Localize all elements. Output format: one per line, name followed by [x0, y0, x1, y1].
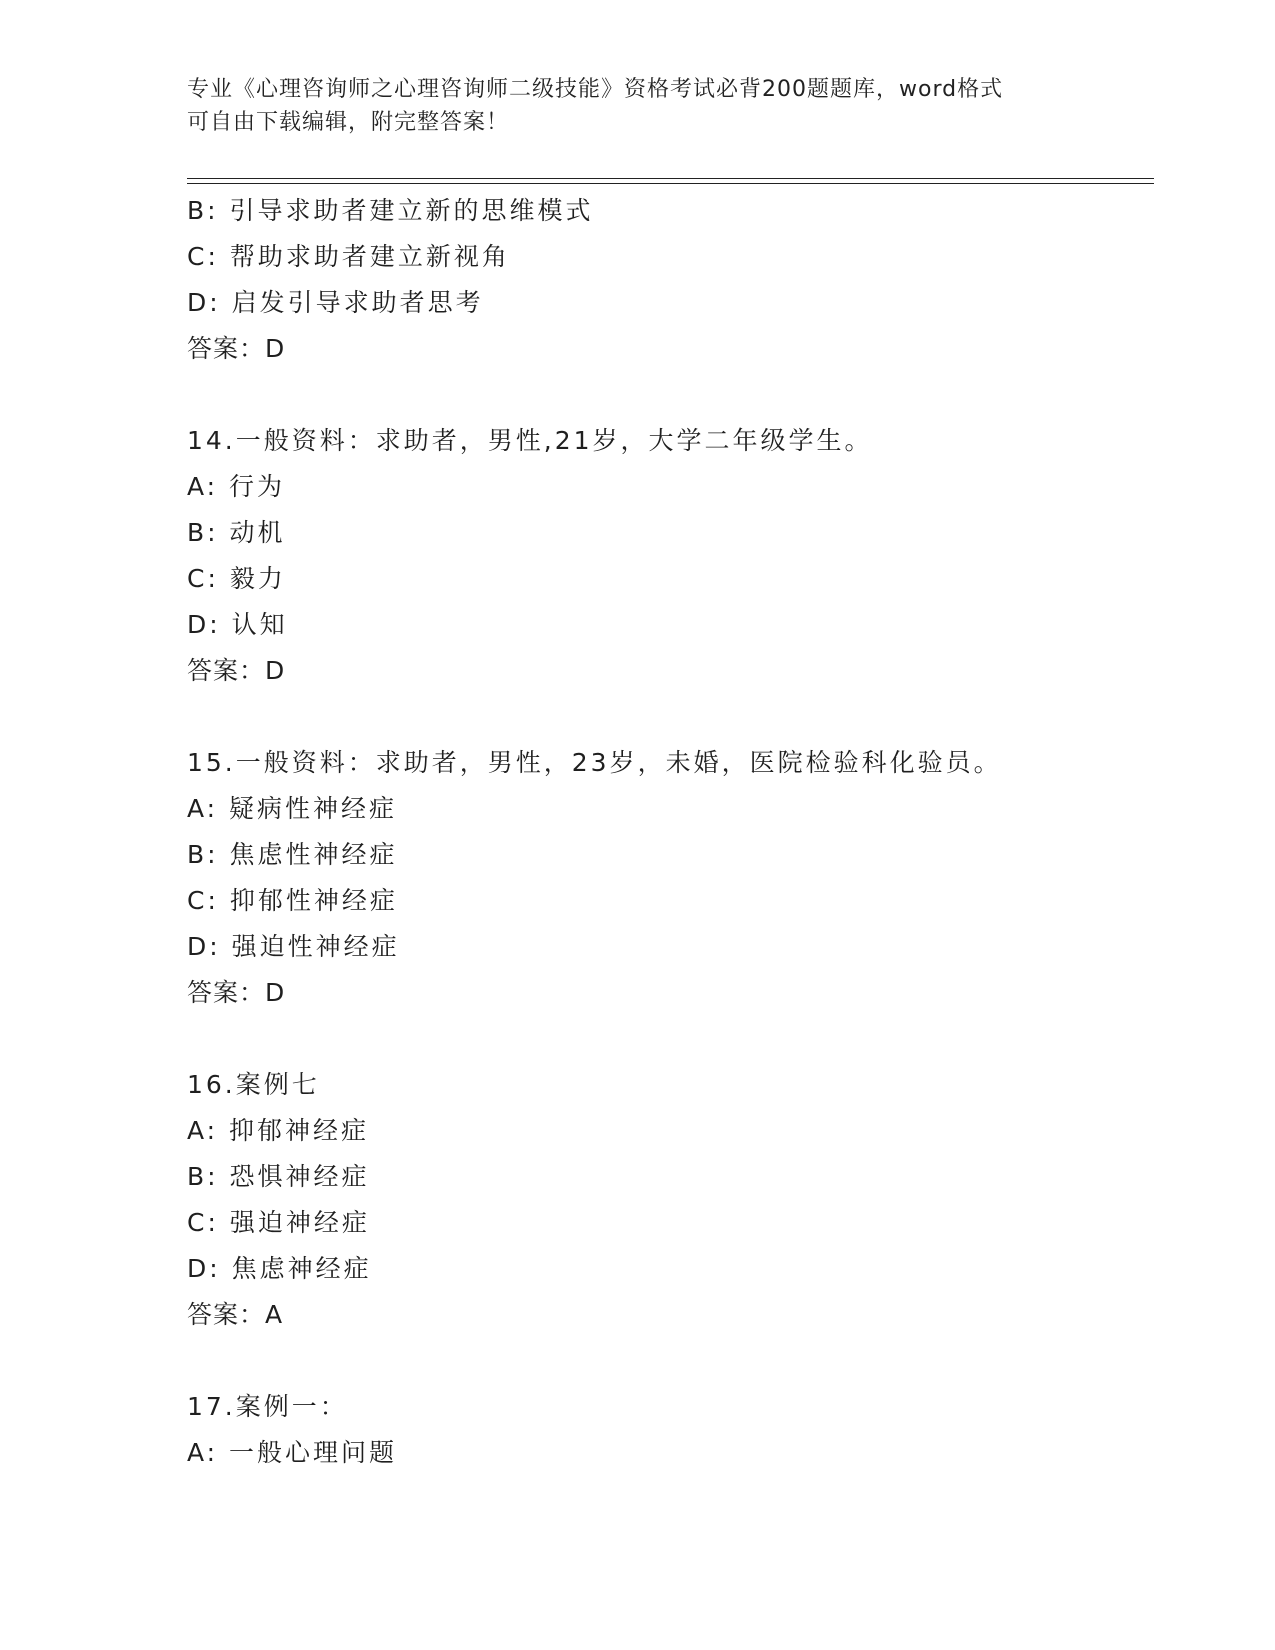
q15-question: 15.一般资料：求助者，男性，23岁，未婚，医院检验科化验员。	[187, 748, 1002, 777]
q15-option-b: B: 焦虑性神经症	[187, 840, 398, 869]
spacer	[187, 694, 1147, 740]
q14-option-c: C: 毅力	[187, 564, 286, 593]
spacer	[187, 372, 1147, 418]
q14-option-a: A: 行为	[187, 472, 286, 501]
q13-option-c: C: 帮助求助者建立新视角	[187, 242, 510, 271]
header-divider-top	[187, 178, 1154, 179]
q15-option-c: C: 抑郁性神经症	[187, 886, 398, 915]
q14-option-d: D: 认知	[187, 610, 288, 639]
q17-option-a: A: 一般心理问题	[187, 1438, 398, 1467]
q16-option-b: B: 恐惧神经症	[187, 1162, 370, 1191]
spacer	[187, 1338, 1147, 1384]
q15-option-a: A: 疑病性神经症	[187, 794, 398, 823]
q16-option-d: D: 焦虑神经症	[187, 1254, 372, 1283]
q13-option-b: B: 引导求助者建立新的思维模式	[187, 196, 594, 225]
q14-question: 14.一般资料：求助者，男性,21岁，大学二年级学生。	[187, 426, 873, 455]
q16-option-c: C: 强迫神经症	[187, 1208, 370, 1237]
q16-option-a: A: 抑郁神经症	[187, 1116, 370, 1145]
q13-option-d: D: 启发引导求助者思考	[187, 288, 484, 317]
document-header	[187, 73, 1087, 139]
q15-option-d: D: 强迫性神经症	[187, 932, 400, 961]
header-line-1: 专业《心理咨询师之心理咨询师二级技能》资格考试必背200题题库，word格式	[187, 77, 1004, 102]
q16-question: 16.案例七	[187, 1070, 320, 1099]
header-divider-bottom	[187, 183, 1154, 184]
q14-option-b: B: 动机	[187, 518, 286, 547]
question-list	[187, 188, 1147, 1476]
spacer	[187, 1016, 1147, 1062]
q13-answer: 答案：D	[187, 334, 286, 363]
q14-answer: 答案：D	[187, 656, 286, 685]
q17-question: 17.案例一：	[187, 1392, 348, 1421]
q15-answer: 答案：D	[187, 978, 286, 1007]
q16-answer: 答案：A	[187, 1300, 284, 1329]
header-line-2: 可自由下载编辑，附完整答案！	[187, 110, 510, 135]
